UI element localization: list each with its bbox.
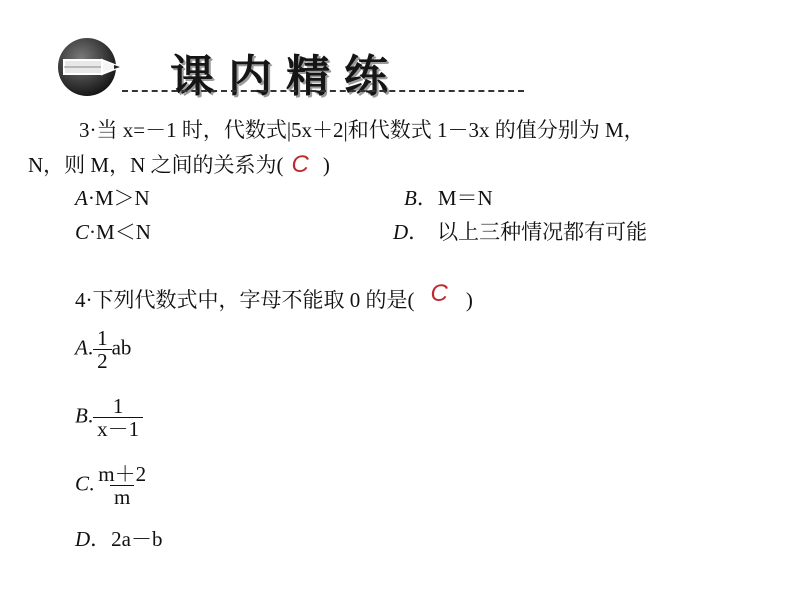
section-header <box>56 36 526 102</box>
question-4-line <box>75 280 473 313</box>
question-4-option-c: C. $\frac{m+2}{m}$ <box>75 463 150 508</box>
question-3-option-c: C·M＜N <box>75 220 151 244</box>
fraction-denominator: m <box>110 485 134 508</box>
question-4-option-b: B. $\frac{1}{x-1}$ <box>75 395 143 440</box>
question-3-paren-close: ) <box>322 153 330 177</box>
pencil-icon <box>56 36 126 98</box>
question-4-paren-close: ) <box>465 288 473 312</box>
option-tail: ab <box>111 335 132 360</box>
fraction-numerator: m＋2 <box>98 462 147 486</box>
question-3-line-1: 3·当 x=－1 时，代数式|5x＋2|和代数式 1－3x 的值分别为 M， <box>79 118 645 142</box>
question-3-option-b: B．M＝N <box>404 186 493 210</box>
question-4-stem: 4·下列代数式中，字母不能取 0 的是( <box>75 288 415 312</box>
fraction <box>93 327 112 372</box>
fraction-denominator: 2 <box>93 349 112 372</box>
option-letter: C <box>75 471 90 496</box>
option-letter: D <box>393 220 409 244</box>
question-3-answer: C <box>291 151 309 178</box>
option-text: M＞N <box>94 186 150 210</box>
header-divider <box>122 90 524 92</box>
option-text: 以上三种情况都有可能 <box>437 220 648 244</box>
option-text: M＜N <box>96 220 151 244</box>
page-title: 课内精练 <box>170 51 402 102</box>
question-3-stem: N，则 M，N 之间的关系为( <box>28 153 284 177</box>
question-3-option-a: A·M＞N <box>75 186 150 210</box>
fraction-numerator: 1 <box>112 394 124 418</box>
fraction <box>93 395 143 440</box>
option-letter: C <box>75 220 90 244</box>
option-letter: B <box>75 403 88 428</box>
question-3-line-2 <box>28 152 330 178</box>
fraction <box>94 463 150 508</box>
question-4-option-a: A. $\frac{1}{2}$ ab <box>75 326 132 373</box>
question-4-answer: C <box>430 280 448 307</box>
option-letter: A <box>75 186 88 210</box>
fraction-denominator: x－1 <box>93 417 143 440</box>
question-3-option-d: D． 以上三种情况都有可能 <box>393 220 648 244</box>
option-letter: A <box>75 335 88 360</box>
option-letter: B <box>404 186 417 210</box>
question-4-option-d: D．2a－b <box>75 527 163 551</box>
option-text: M＝N <box>437 186 493 210</box>
fraction-numerator: 1 <box>97 326 108 350</box>
option-text: 2a－b <box>111 527 163 551</box>
option-letter: D <box>75 527 91 551</box>
